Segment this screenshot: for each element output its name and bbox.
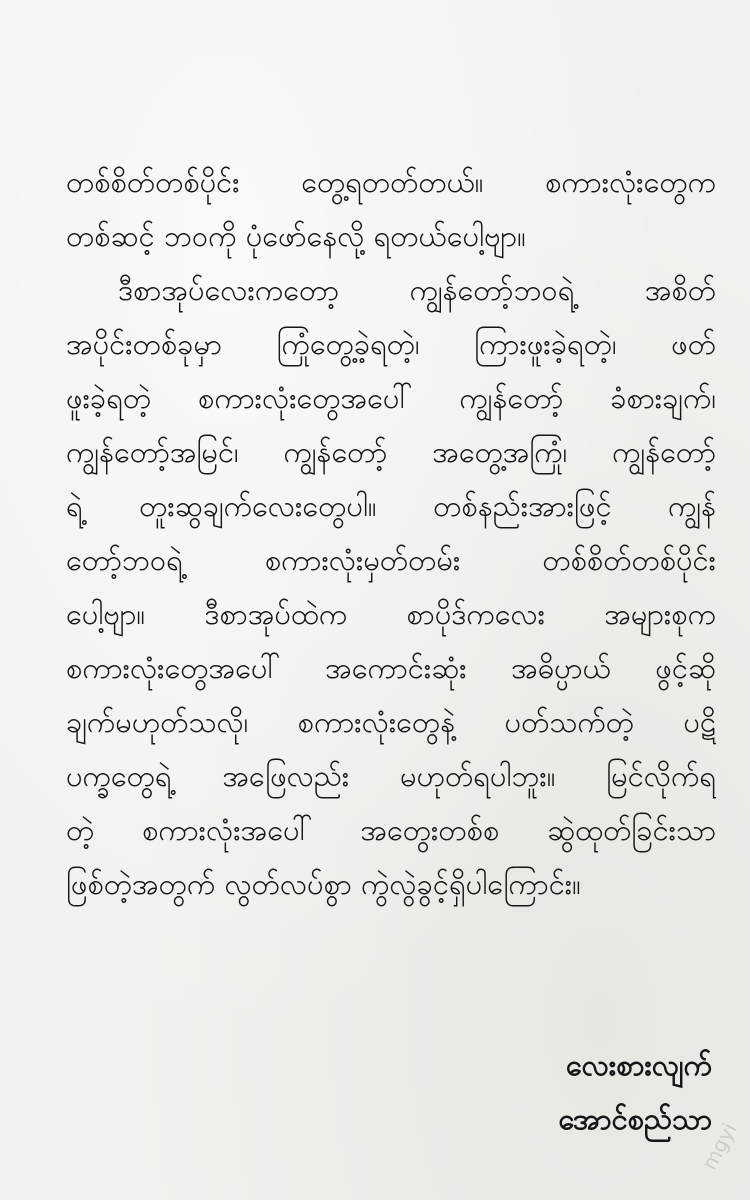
text-line: တော့်ဘ၀ရဲ့ စကားလုံးမှတ်တမ်း တစ်စိတ်တစ်ပိုင်း [66,543,716,577]
text-line: တစ်စိတ်တစ်ပိုင်း တွေ့ရတတ်တယ်။ စကားလုံးတွေက [66,165,716,199]
signature-block [558,1038,712,1146]
text-line: အပိုင်းတစ်ခုမှာ ကြုံတွေ့ခဲ့ရတဲ့၊ ကြားဖူးခဲ့ရတဲ့၊ ဖတ် [66,327,716,361]
text-line: ဒီစာအုပ်လေးကတော့ ကျွန်တော့်ဘ၀ရဲ့ အစိတ် [118,273,716,307]
text-line: ရဲ့ တူးဆွချက်လေးတွေပါ။ တစ်နည်းအားဖြင့် ကျွန် [66,489,716,523]
text-line: ဖြစ်တဲ့အတွက် လွတ်လပ်စွာ ကွဲလွဲခွင့်ရှိပါကြောင်း။ [66,867,581,901]
signature-author: အောင်စည်သာ [558,1102,712,1136]
text-line: ကျွန်တော့်အမြင်၊ ကျွန်တော့် အတွေ့အကြုံ၊ ကျွန်တော့် [66,435,716,469]
text-line: တစ်ဆင့် ဘ၀ကို ပုံဖော်နေလို့ ရတယ်ပေါ့ဗျာ။ [66,219,526,253]
text-line: ပက္ခတွေရဲ့ အဖြေလည်း မဟုတ်ရပါဘူး။ မြင်လိုက်ရ [66,759,716,793]
text-line: ဖူးခဲ့ရတဲ့ စကားလုံးတွေအပေါ် ကျွန်တော့် ခံစားချက်၊ [66,381,716,415]
signature-title: လေးစားလျက် [565,1048,712,1082]
body-text [66,155,716,911]
watermark: mgyi [697,1118,742,1174]
text-line: ချက်မဟုတ်သလို၊ စကားလုံးတွေနဲ့ ပတ်သက်တဲ့ ပဋိ [66,705,716,739]
text-line: စကားလုံးတွေအပေါ် အကောင်းဆုံး အဓိပ္ပာယ် ဖွင့်ဆို [66,651,716,685]
text-line: တဲ့ စကားလုံးအပေါ် အတွေးတစ်စ ဆွဲထုတ်ခြင်းသာ [66,813,716,847]
text-line: ပေါ့ဗျာ။ ဒီစာအုပ်ထဲက စာပိုဒ်ကလေး အများစုက [66,597,716,631]
